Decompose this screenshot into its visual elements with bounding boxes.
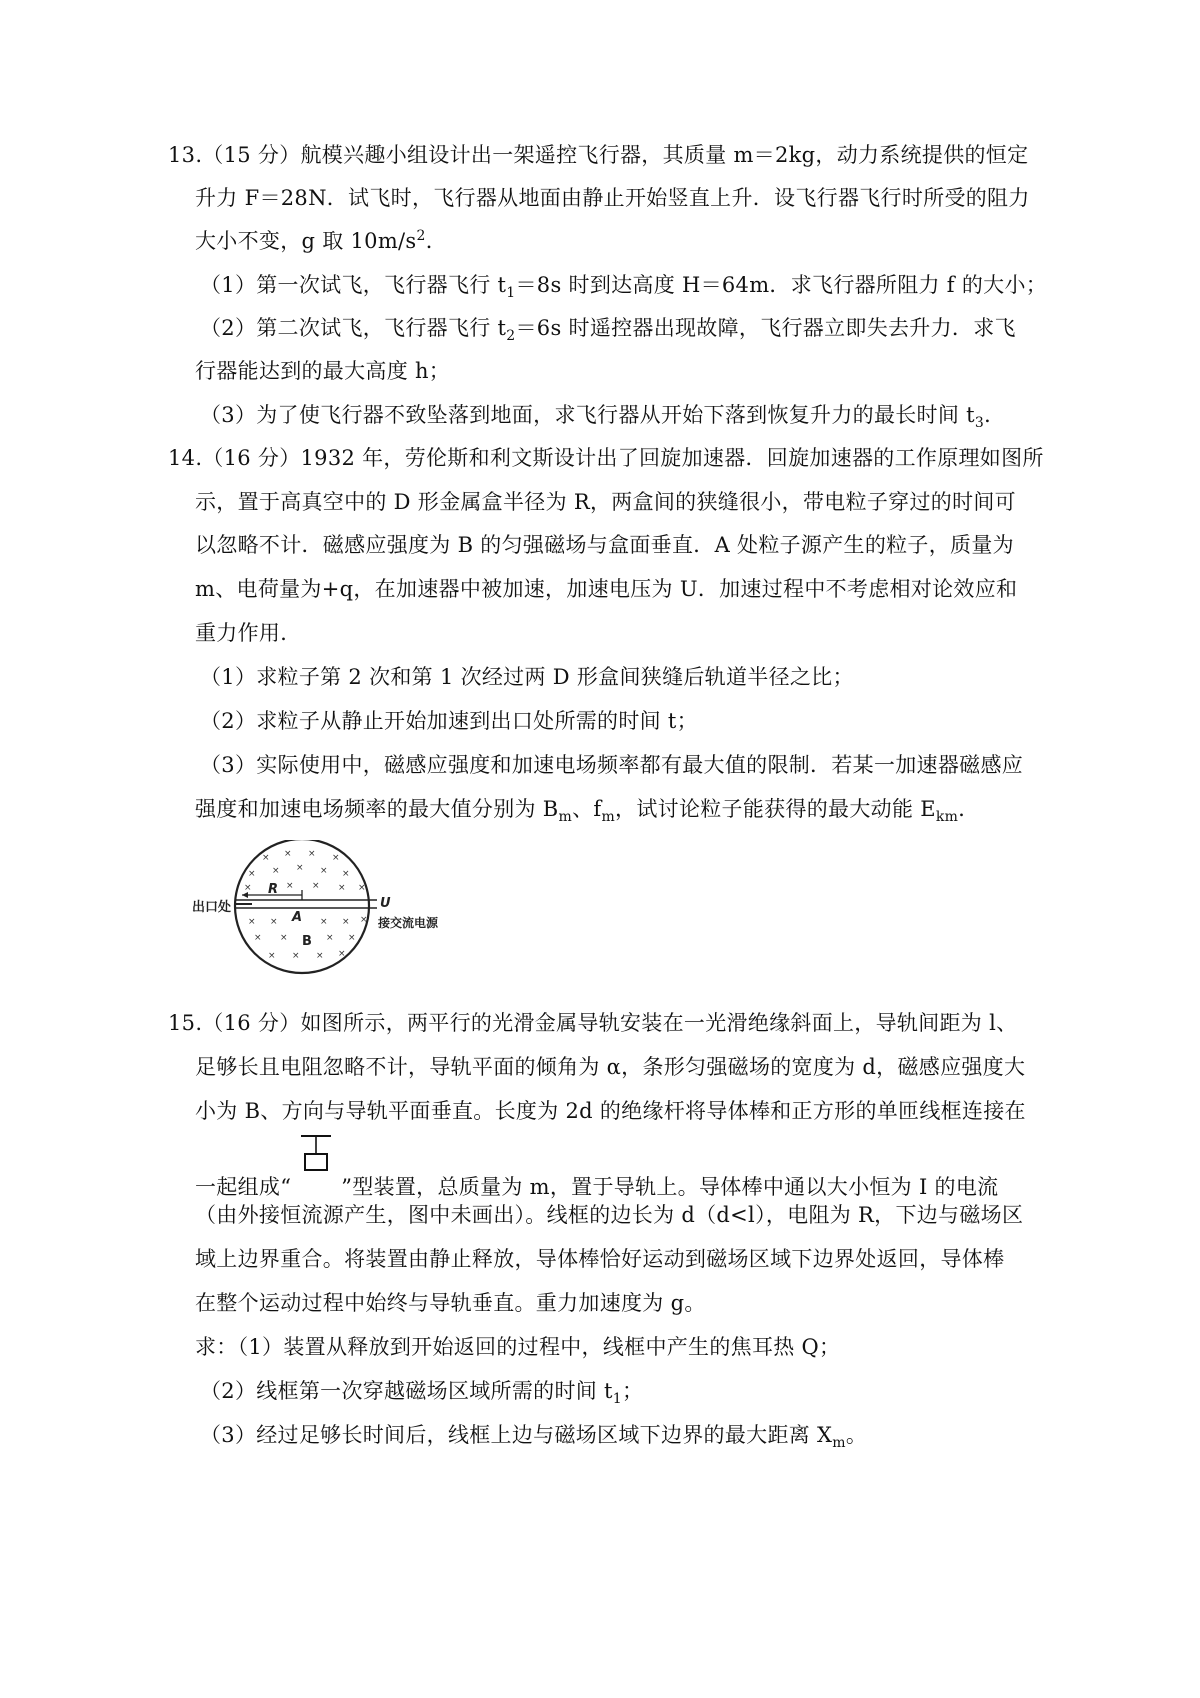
q15-line2: 足够长且电阻忽略不计，导轨平面的倾角为 α，条形匀强磁场的宽度为 d，磁感应强度大 bbox=[195, 1055, 1026, 1079]
q15-line4: 一起组成“ ”型装置，总质量为 m，置于导轨上。导体棒中通以大小恒为 I 的电流 bbox=[195, 1154, 998, 1202]
svg-text:×: × bbox=[272, 866, 280, 876]
q13-line2: 升力 F＝28N．试飞时，飞行器从地面由静止开始竖直上升．设飞行器飞行时所受的阻力 bbox=[195, 186, 1030, 210]
q13-part1: （1）第一次试飞，飞行器飞行 $t_1=8s$ 时到达高度 H＝64m．求飞行器所阻力 f 的大小； bbox=[200, 273, 1048, 302]
q15-line3: 小为 B、方向与导轨平面垂直。长度为 2d 的绝缘杆将导体棒和正方形的单匝线框连接在 bbox=[195, 1099, 1026, 1123]
q13-part2: （2）第二次试飞，飞行器飞行 $t_2=6s$ 时遥控器出现故障，飞行器立即失去升力．求飞 bbox=[200, 316, 1016, 345]
svg-text:×: × bbox=[248, 869, 256, 879]
label-ac-source: 接交流电源 bbox=[378, 916, 439, 930]
label-R: R bbox=[268, 882, 279, 897]
q15-part3: （3）经过足够长时间后，线框上边与磁场区域下边界的最大距离 $X_m$。 bbox=[200, 1423, 868, 1452]
q15-part2: （2）线框第一次穿越磁场区域所需的时间 $t_1$； bbox=[200, 1379, 644, 1408]
svg-text:×: × bbox=[358, 883, 366, 893]
q15-line6: 域上边界重合。将装置由静止释放，导体棒恰好运动到磁场区域下边界处返回，导体棒 bbox=[195, 1247, 1005, 1271]
svg-text:×: × bbox=[338, 949, 346, 959]
svg-text:×: × bbox=[326, 933, 334, 943]
q15-line1: 15.（16 分）如图所示，两平行的光滑金属导轨安装在一光滑绝缘斜面上，导轨间距为 l、 bbox=[168, 1011, 1018, 1035]
label-exit: 出口处 bbox=[192, 900, 232, 915]
cyclotron-diagram bbox=[192, 840, 492, 975]
label-U: U bbox=[380, 896, 391, 911]
svg-text:×: × bbox=[280, 933, 288, 943]
svg-text:×: × bbox=[320, 917, 328, 927]
q15-line5: （由外接恒流源产生，图中未画出）。线框的边长为 d（d<l），电阻为 R，下边与磁场区 bbox=[195, 1203, 1024, 1227]
q14-line2: 示，置于高真空中的 D 形金属盒半径为 R，两盒间的狭缝很小，带电粒子穿过的时间可 bbox=[195, 490, 1016, 514]
svg-text:×: × bbox=[248, 917, 256, 927]
svg-text:×: × bbox=[338, 883, 346, 893]
svg-text:×: × bbox=[316, 951, 324, 961]
label-B: B bbox=[302, 934, 312, 949]
svg-text:×: × bbox=[268, 951, 276, 961]
q14-part3-line1: （3）实际使用中，磁感应强度和加速电场频率都有最大值的限制．若某一加速器磁感应 bbox=[200, 753, 1024, 777]
q14-part2: （2）求粒子从静止开始加速到出口处所需的时间 t； bbox=[200, 709, 698, 733]
q14-line5: 重力作用． bbox=[195, 621, 302, 645]
q14-part1: （1）求粒子第 2 次和第 1 次经过两 D 形盒间狭缝后轨道半径之比； bbox=[200, 665, 854, 689]
svg-text:×: × bbox=[284, 849, 292, 859]
svg-text:×: × bbox=[312, 881, 320, 891]
svg-text:×: × bbox=[320, 866, 328, 876]
svg-text:×: × bbox=[296, 863, 304, 873]
q15-line7: 在整个运动过程中始终与导轨垂直。重力加速度为 g。 bbox=[195, 1291, 706, 1315]
q14-line4: m、电荷量为+q，在加速器中被加速，加速电压为 U．加速过程中不考虑相对论效应和 bbox=[195, 577, 1018, 601]
q13-line3: 大小不变，g 取 $10m/s^2$． bbox=[195, 228, 448, 253]
svg-text:×: × bbox=[286, 881, 294, 891]
svg-text:×: × bbox=[360, 915, 368, 925]
svg-text:×: × bbox=[292, 951, 300, 961]
q14-part3-line2: 强度和加速电场频率的最大值分别为 $B_m$、$f_m$，试讨论粒子能获得的最大动能 $E_{km}$． bbox=[195, 797, 980, 826]
cyclotron-figure bbox=[192, 840, 492, 975]
svg-text:×: × bbox=[348, 933, 356, 943]
q13-part2-line2: 行器能达到的最大高度 h； bbox=[195, 359, 451, 383]
label-A: A bbox=[292, 910, 303, 925]
q15-part1: 求：（1）装置从释放到开始返回的过程中，线框中产生的焦耳热 Q； bbox=[195, 1335, 841, 1359]
svg-text:×: × bbox=[332, 853, 340, 863]
device-shape-icon bbox=[291, 1154, 341, 1184]
q14-line1: 14.（16 分）1932 年，劳伦斯和利文斯设计出了回旋加速器．回旋加速器的工作原理如图所 bbox=[168, 446, 1044, 470]
q13-line1: 13.（15 分）航模兴趣小组设计出一架遥控飞行器，其质量 m＝2kg，动力系统提供的恒定 bbox=[168, 143, 1029, 167]
svg-text:×: × bbox=[244, 883, 252, 893]
q13-part3: （3）为了使飞行器不致坠落到地面，求飞行器从开始下落到恢复升力的最长时间 $t_3$． bbox=[200, 403, 1006, 432]
q14-line3: 以忽略不计．磁感应强度为 B 的匀强磁场与盒面垂直．A 处粒子源产生的粒子，质量为 bbox=[195, 533, 1014, 557]
svg-text:×: × bbox=[342, 917, 350, 927]
svg-text:×: × bbox=[270, 917, 278, 927]
svg-text:×: × bbox=[342, 869, 350, 879]
svg-text:×: × bbox=[262, 853, 270, 863]
svg-text:×: × bbox=[254, 933, 262, 943]
svg-text:×: × bbox=[308, 849, 316, 859]
